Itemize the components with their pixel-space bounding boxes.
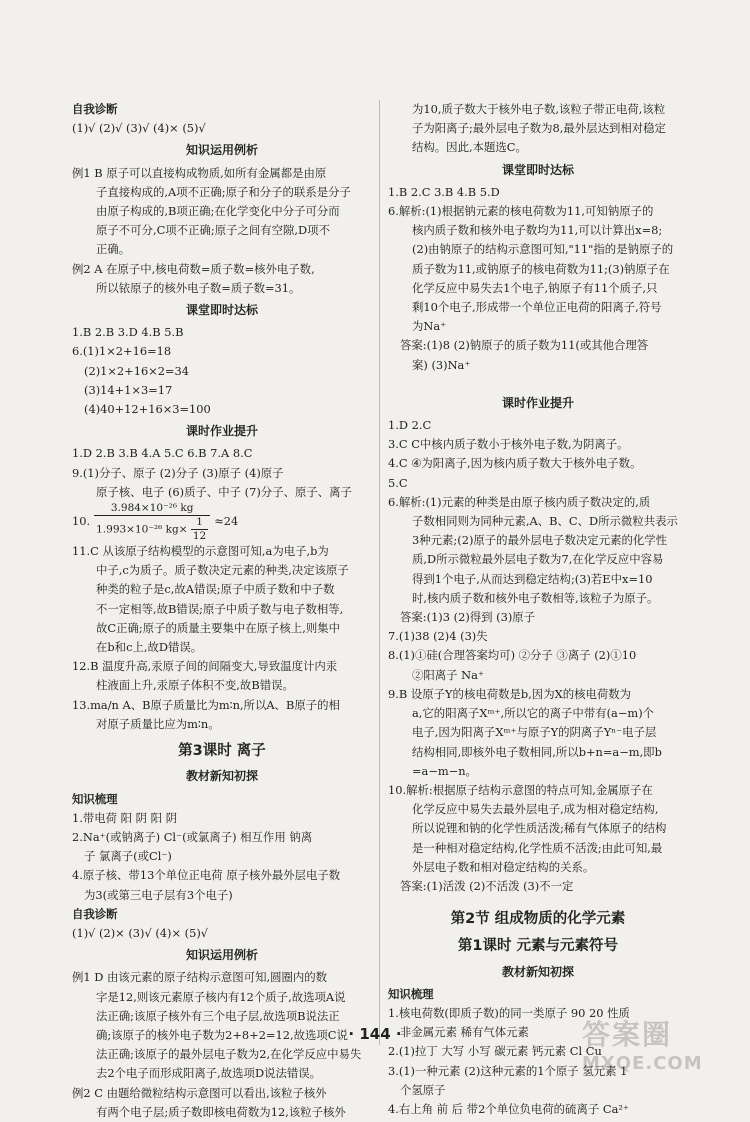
homework-line: 1.D 2.C (388, 418, 432, 433)
q11-line: 中子,c为质子。质子数决定元素的种类,决定该原子 (96, 563, 349, 578)
q13-line: 13.ma/n A、B原子质量比为m∶n,所以A、B原子的相 (72, 697, 340, 712)
q10-answer: 答案:(1)活泼 (2)不活泼 (3)不一定 (400, 878, 574, 893)
example1-line: 例1 B 原子可以直接构成物质,如所有金属都是由原 (72, 165, 327, 180)
q11-line: 种类的粒子是c,故A错误;原子中质子数和中子数 (96, 582, 335, 597)
example4-line: 有两个电子层;质子数即核电荷数为12,该粒子核外 (96, 1104, 346, 1119)
continued-line: 子为阳离子;最外层电子数为8,最外层达到相对稳定 (412, 121, 666, 136)
class-quiz-line: 剩10个电子,形成带一个单位正电荷的阳离子,符号 (412, 300, 662, 315)
class-quiz-line: (4)40+12+16×3=100 (84, 402, 211, 417)
column-divider (379, 100, 380, 1045)
q12-line: 12.B 温度升高,汞原子间的间隔变大,导致温度计内汞 (72, 659, 338, 674)
homework-line: 1.D 2.B 3.B 4.A 5.C 6.B 7.A 8.C (72, 446, 253, 461)
q9-line: 9.B 设原子Y的核电荷数是b,因为X的核电荷数为 (388, 686, 632, 701)
class-quiz-heading: 课堂即时达标 (501, 162, 574, 177)
example1-line: 原子不可分,C项不正确;原子之间有空隙,D项不 (96, 223, 330, 238)
example3-line: 法正确;该原子核外有三个电子层,故选项B说法正 (96, 1008, 340, 1023)
example4-line: 例2 C 由题给微粒结构示意图可以看出,该粒子核外 (72, 1085, 327, 1100)
q8-line: 8.(1)①硅(合理答案均可) ②分子 ③离子 (2)①10 (388, 648, 637, 663)
homework-line: 9.(1)分子、原子 (2)分子 (3)原子 (4)原子 (72, 465, 284, 480)
class-quiz-line: (2)由钠原子的结构示意图可知,"11"指的是钠原子的 (412, 242, 674, 257)
watermark-text-top: 答案圈 (582, 1018, 673, 1051)
sort-item: 子 氯离子(或Cl⁻) (84, 849, 172, 864)
q9-line: 电子,因为阳离子Xᵐ⁺与原子Y的阴离子Yⁿ⁻电子层 (412, 725, 657, 740)
sort-item: 2.(1)拉丁 大写 小写 碳元素 钙元素 Cl Cu (388, 1044, 602, 1059)
class-quiz-line: 质子数为11,或钠原子的核电荷数为11;(3)钠原子在 (412, 261, 670, 276)
new-knowledge-heading: 教材新知初探 (501, 964, 574, 979)
q13-line: 对原子质量比应为m∶n。 (96, 716, 220, 731)
q10-line: 10.解析:根据原子结构示意图的特点可知,金属原子在 (388, 782, 653, 797)
q11-line: 在b和c上,故D错误。 (96, 640, 203, 655)
q10-line: 是一种相对稳定结构,化学性质不活泼;由此可知,最 (412, 840, 663, 855)
continued-line: 为10,质子数大于核外电子数,该粒子带正电荷,该粒 (412, 102, 666, 116)
q10-inner-numerator: 1 (191, 516, 208, 530)
class-quiz-line: 化学反应中易失去1个电子,钠原子有11个质子,只 (412, 280, 658, 295)
sort-item: 为3(或第三电子层有3个电子) (84, 887, 233, 902)
class-quiz-line: (2)1×2+16×2=34 (84, 363, 190, 378)
q10-line: 所以说锂和钠的化学性质活泼;稀有气体原子的结构 (412, 821, 667, 836)
right-column (388, 100, 688, 1119)
q6b-line: 6.解析:(1)元素的种类是由原子核内质子数决定的,质 (388, 494, 651, 509)
example1-line: 正确。 (96, 242, 131, 257)
class-quiz-line: 核内质子数和核外电子数均为11,可以计算出x=8; (412, 223, 663, 238)
q6-answer-line: 案) (3)Na⁺ (412, 357, 471, 372)
left-column (72, 100, 372, 1122)
q9-line: a,它的阳离子Xᵐ⁺,所以它的离子中带有(a−m)个 (412, 706, 655, 721)
sort-item: 4.右上角 前 后 带2个单位负电荷的硫离子 Ca²⁺ (388, 1101, 629, 1116)
sort-item: 个氢原子 (400, 1082, 446, 1097)
lesson3-title: 第3课时 离子 (178, 743, 266, 760)
q6b-line: 时,核内质子数和核外电子数相等,该粒子为原子。 (412, 590, 659, 605)
site-watermark-logo (582, 1013, 732, 1073)
example1-line: 子直接构成的,A项不正确;原子和分子的联系是分子 (96, 184, 351, 199)
q10-line: 化学反应中易失去最外层电子,成为相对稳定结构, (412, 802, 659, 817)
example3-line: 去2个电子而形成阳离子,故选项D说法错误。 (96, 1066, 322, 1081)
knowledge-examples-heading: 知识运用例析 (185, 143, 258, 158)
page-number: · 144 · (348, 1025, 402, 1043)
q11-line: 不一定相等,故B错误;原子中质子数与电子数相等, (96, 601, 344, 616)
self-diagnosis2-answers: (1)√ (2)× (3)√ (4)× (5)√ (72, 925, 209, 940)
q10-fraction (94, 502, 210, 543)
q10-result: ≈24 (214, 514, 239, 529)
q6-answer-line: 答案:(1)8 (2)钠原子的质子数为11(或其他合理答 (400, 338, 649, 353)
example2-line: 例2 A 在原子中,核电荷数=质子数=核外电子数, (72, 261, 315, 276)
q10-formula (72, 502, 372, 542)
example3-line: 确;该原子的核外电子数为2+8+2=12,故选项C说 (96, 1027, 348, 1042)
q10-inner-fraction (191, 516, 208, 543)
example2-line: 所以铱原子的核外电子数=质子数=31。 (96, 280, 301, 295)
homework-heading: 课时作业提升 (185, 424, 258, 439)
section2-title: 第2节 组成物质的化学元素 (450, 911, 626, 928)
example3-line: 法正确;该原子的最外层电子数为2,在化学反应中易失 (96, 1047, 362, 1062)
q10-label: 10. (72, 514, 91, 529)
continued-line: 结构。因此,本题选C。 (412, 140, 527, 155)
class-quiz-line: 6.解析:(1)根据钠元素的核电荷数为11,可知钠原子的 (388, 204, 654, 219)
q10-denominator (94, 516, 210, 543)
q10-numerator: 3.984×10⁻²⁶ kg (94, 502, 210, 516)
q9-line: 结构相同,即核外电子数相同,所以b+n=a−m,即b (412, 744, 662, 759)
self-diagnosis2-heading: 自我诊断 (72, 906, 118, 921)
sort-item: 4.原子核、带13个单位正电荷 原子核外最外层电子数 (72, 868, 341, 883)
knowledge-sort-heading: 知识梳理 (388, 986, 434, 1001)
q10-inner-denominator: 12 (192, 529, 207, 542)
example1-line: 由原子构成的,B项正确;在化学变化中分子可分而 (96, 204, 340, 219)
sort-item: 2.Na⁺(或钠离子) Cl⁻(或氯离子) 相互作用 钠离 (72, 829, 313, 844)
homework-line: 原子核、电子 (6)质子、中子 (7)分子、原子、离子 (96, 484, 352, 499)
class-quiz-line: 1.B 2.C 3.B 4.B 5.D (388, 184, 500, 199)
example3-line: 例1 D 由该元素的原子结构示意图可知,圆圈内的数 (72, 970, 328, 985)
q6b-line: 得到1个电子,从而达到稳定结构;(3)若E中x=10 (412, 571, 653, 586)
q6b-line: 子数相同则为同种元素,A、B、C、D所示微粒共表示 (412, 514, 678, 529)
class-quiz-line: 为Na⁺ (412, 319, 447, 334)
homework-heading: 课时作业提升 (501, 395, 574, 410)
q7-line: 7.(1)38 (2)4 (3)失 (388, 629, 488, 644)
homework-line: 3.C C中核内质子数小于核外电子数,为阴离子。 (388, 437, 629, 452)
self-diagnosis-answers: (1)√ (2)√ (3)√ (4)× (5)√ (72, 121, 206, 136)
lesson1-title: 第1课时 元素与元素符号 (457, 938, 619, 955)
q11-line: 11.C 从该原子结构模型的示意图可知,a为电子,b为 (72, 544, 329, 559)
q6b-answer: 答案:(1)3 (2)得到 (3)原子 (400, 610, 536, 625)
sort-item: 3.(1)一种元素 (2)这种元素的1个原子 氢元素 1 (388, 1063, 628, 1078)
class-quiz-line: (3)14+1×3=17 (84, 382, 173, 397)
q9-line: =a−m−n。 (412, 763, 477, 778)
class-quiz-line: 1.B 2.B 3.D 4.B 5.B (72, 325, 184, 340)
watermark-text-bottom: MXQE.COM (582, 1053, 703, 1074)
knowledge-examples2-heading: 知识运用例析 (185, 948, 258, 963)
self-diagnosis-heading: 自我诊断 (72, 102, 118, 116)
new-knowledge-heading: 教材新知初探 (185, 769, 258, 784)
knowledge-sort-heading: 知识梳理 (72, 791, 118, 806)
class-quiz-line: 6.(1)1×2+16=18 (72, 344, 172, 359)
q6b-line: 质,D所示微粒最外层电子数为7,在化学反应中容易 (412, 552, 664, 567)
q11-line: 故C正确;原子的质量主要集中在原子核上,则集中 (96, 620, 340, 635)
homework-line: 5.C (388, 475, 408, 490)
example3-line: 字是12,则该元素原子核内有12个质子,故选项A说 (96, 989, 346, 1004)
sort-item: 非金属元素 稀有气体元素 (400, 1025, 529, 1040)
class-quiz-heading: 课堂即时达标 (185, 303, 258, 318)
q10-line: 外层电子数和相对稳定结构的关系。 (412, 859, 595, 874)
sort-item: 1.带电荷 阳 阴 阳 阴 (72, 810, 178, 825)
q8-line: ②阳离子 Na⁺ (412, 667, 484, 682)
q10-denominator-left: 1.993×10⁻²⁶ kg× (96, 523, 188, 536)
q12-line: 柱液面上升,汞原子体积不变,故B错误。 (96, 678, 294, 693)
homework-line: 4.C ④为阳离子,因为核内质子数大于核外电子数。 (388, 456, 642, 471)
sort-item: 1.核电荷数(即质子数)的同一类原子 90 20 性质 (388, 1005, 630, 1020)
q6b-line: 3种元素;(2)原子的最外层电子数决定元素的化学性 (412, 533, 668, 548)
